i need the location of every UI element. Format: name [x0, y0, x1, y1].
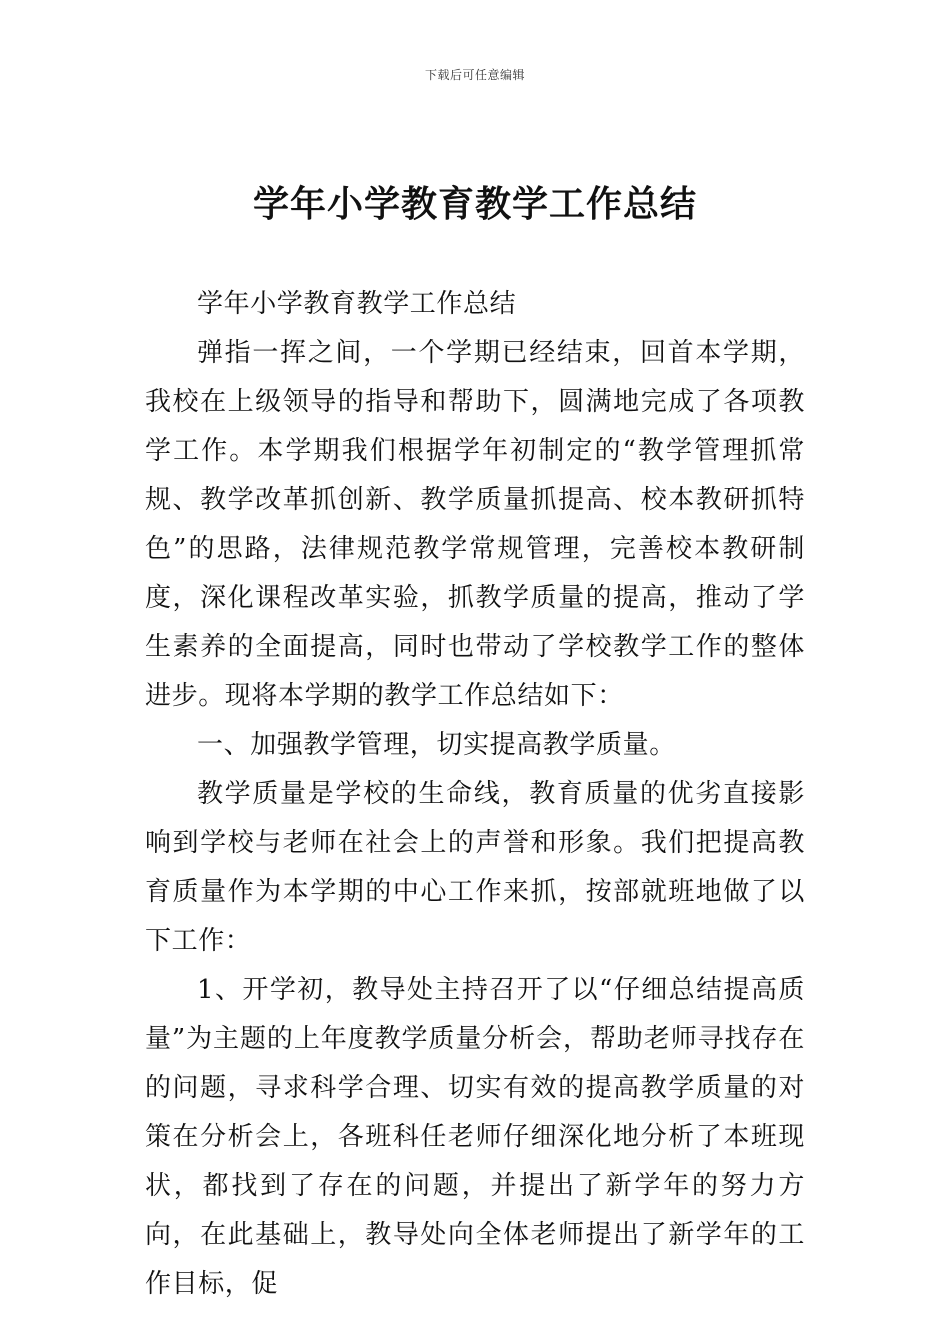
header-note: 下载后可任意编辑: [424, 68, 525, 82]
paragraph-item-1: 1、开学初，教导处主持召开了以“仔细总结提高质量”为主题的上年度教学质量分析会，帮助老师寻找存在的问题，寻求科学合理、切实有效的提高教学质量的对策在分析会上，各班科任老师仔细深化地分析了本班现状，都找到了存在的问题，并提出了新学年的努力方向，在此基础上，教导处向全体老师提出了新学年的工作目标，促: [145, 975, 805, 1299]
paragraph-quality: 教学质量是学校的生命线，教育质量的优劣直接影响到学校与老师在社会上的声誉和形象。我们把提高教育质量作为本学期的中心工作来抓，按部就班地做了以下工作：: [145, 779, 805, 956]
section-heading-1: 一、加强教学管理，切实提高教学质量。: [197, 730, 676, 760]
paragraph-intro: 弹指一挥之间，一个学期已经结束，回首本学期，我校在上级领导的指导和帮助下，圆满地完成了各项教学工作。本学期我们根据学年初制定的“教学管理抓常规、教学改革抓创新、教学质量抓提高、校本教研抓特色”的思路，法律规范教学常规管理，完善校本教研制度，深化课程改革实验，抓教学质量的提高，推动了学生素养的全面提高，同时也带动了学校教学工作的整体进步。现将本学期的教学工作总结如下：: [145, 338, 805, 711]
paragraph-subtitle: 学年小学教育教学工作总结: [197, 289, 517, 319]
document-body: [145, 280, 805, 1309]
document-title: 学年小学教育教学工作总结: [252, 184, 697, 225]
